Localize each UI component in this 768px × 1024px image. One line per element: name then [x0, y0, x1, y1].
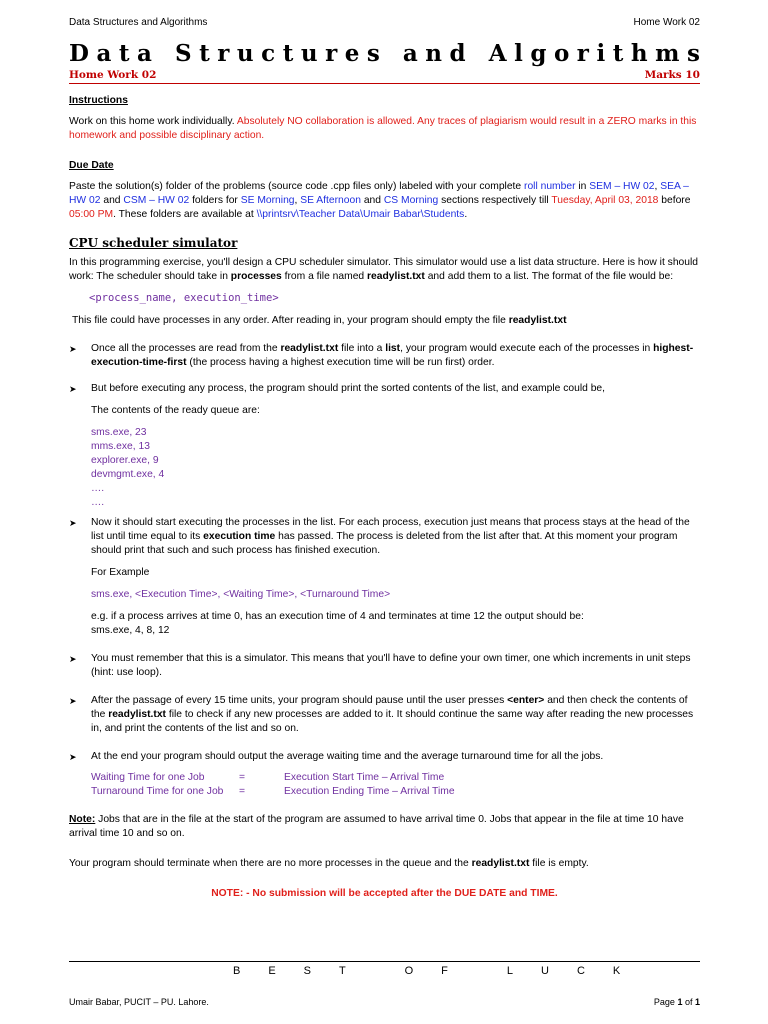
- title-rule: [69, 83, 700, 84]
- queue-item: mms.exe, 13: [91, 441, 150, 452]
- example-output: sms.exe, 4, 8, 12: [91, 625, 170, 636]
- cpu-scheduler-heading: CPU scheduler simulator: [69, 236, 238, 250]
- queue-item: ….: [91, 483, 105, 494]
- bullet-pause-enter: ➤ After the passage of every 15 time units, your program should pause until the user presses <enter> and then check the contents of the readylist.txt file to check if any new processes are added to it. It should continue the same way after reading the new processes in, and print the contents of the list and so on.: [69, 694, 700, 736]
- title-letter: [473, 40, 481, 67]
- formula-block: [69, 771, 700, 799]
- title-letter: a: [402, 40, 418, 67]
- bullet-average-times: ➤ At the end your program should output the average waiting time and the average turnaround time for all the jobs.: [69, 750, 700, 764]
- due-date-heading: Due Date: [69, 160, 114, 171]
- arrival-note: Note: Jobs that are in the file at the start of the program are assumed to have arrival time 0. Jobs that appear in the file at time 10 have arrival time 10 and so on.: [69, 814, 684, 839]
- example-explanation: e.g. if a process arrives at time 0, has an execution time of 4 and terminates at time 12 the output should be:: [91, 611, 584, 622]
- title-letter: o: [553, 40, 570, 67]
- title-letter: m: [655, 40, 680, 67]
- title-letter: [387, 40, 395, 67]
- file-format: <process_name, execution_time>: [89, 292, 279, 304]
- title-letter: d: [449, 40, 466, 67]
- folder-path: \\printsrv\Teacher Data\Umair Babar\Students: [256, 209, 465, 220]
- title-letter: [159, 40, 167, 67]
- queue-item: sms.exe, 23: [91, 427, 147, 438]
- instructions-heading: Instructions: [69, 95, 128, 106]
- bullet-execute-order: ➤ Once all the processes are read from the readylist.txt file into a list, your program would execute each of the processes in highest-execution-time-first (the process having a highest execution time will be run first) order.: [69, 342, 700, 370]
- formula-waiting: Waiting Time for one Job = Execution Start Time – Arrival Time: [91, 772, 445, 783]
- title-letter: t: [199, 40, 210, 67]
- title-letter: t: [282, 40, 294, 67]
- title-letter: u: [300, 40, 318, 67]
- footer-rule: [69, 961, 700, 962]
- queue-item: explorer.exe, 9: [91, 455, 159, 466]
- running-header-right: Home Work 02: [633, 17, 700, 28]
- title-letter: i: [596, 40, 606, 67]
- title-letter: D: [69, 40, 89, 67]
- cpu-intro: In this programming exercise, you'll design a CPU scheduler simulator. This simulator would use a list data structure. Here is how it should work: The scheduler should take in processes from a file named readylist.txt and add them to a list. The format of the file would be:: [69, 257, 699, 282]
- page-number: Page 1 of 1: [653, 997, 700, 1007]
- title-letter: h: [630, 40, 648, 67]
- example-label: For Example: [91, 567, 150, 578]
- title-letter: r: [325, 40, 338, 67]
- bullet-print-sorted: ➤ But before executing any process, the program should print the sorted contents of the list, and example could be,: [69, 382, 700, 396]
- bullet-start-executing: ➤ Now it should start executing the processes in the list. For each process, execution just means that process stays at the head of the list until time equal to its execution time has passed. The process is deleted from the list after that. At this moment your program should print that such and such process has finished execution.: [69, 516, 700, 558]
- title-letter: r: [576, 40, 589, 67]
- ready-queue-label: The contents of the ready queue are:: [91, 405, 260, 416]
- title-letter: S: [174, 40, 192, 67]
- title-letter: a: [137, 40, 152, 67]
- running-header-left: Data Structures and Algorithms: [69, 17, 208, 28]
- title-letter: a: [96, 40, 112, 67]
- termination-text: Your program should terminate when there are no more processes in the queue and the readylist.txt file is empty.: [69, 858, 589, 869]
- title-letter: r: [217, 40, 230, 67]
- title-letter: l: [514, 40, 523, 67]
- subheader: [69, 69, 700, 81]
- title-letter: t: [612, 40, 624, 67]
- title-letter: g: [530, 40, 547, 67]
- bullet-simulator-timer: ➤ You must remember that this is a simulator. This means that you'll have to define your own timer, one which increments in unit steps (hint: use loop).: [69, 652, 700, 680]
- title-letter: s: [366, 40, 380, 67]
- homework-label: Home Work 02: [69, 69, 157, 81]
- queue-item: ….: [91, 497, 105, 508]
- document-body: [69, 94, 700, 901]
- final-deadline-note: NOTE: - No submission will be accepted after the DUE DATE and TIME.: [211, 888, 558, 899]
- due-date-text: Paste the solution(s) folder of the problems (source code .cpp files only) labeled with your complete roll number in SEM – HW 02, SEA – HW 02 and CSM – HW 02 folders for SE Morning, SE Afternoon and CS Morning sections respectively till Tuesday, April 03, 2018 before 05:00 PM. These folders are available at \\printsrv\Teacher Data\Umair Babar\Students.: [69, 181, 691, 220]
- title-letter: e: [344, 40, 360, 67]
- footer-author: Umair Babar, PUCIT – PU. Lahore.: [69, 997, 209, 1007]
- document-title: [69, 40, 700, 67]
- title-letter: t: [118, 40, 130, 67]
- best-of-luck: BEST OF LUCK: [233, 965, 649, 977]
- instructions-text: Work on this home work individually. Absolutely NO collaboration is allowed. Any traces of plagiarism would result in a ZERO marks in this homework and possible disciplinary action.: [69, 116, 697, 141]
- ready-queue-list: [69, 426, 700, 510]
- example-format: sms.exe, <Execution Time>, <Waiting Time>, <Turnaround Time>: [91, 589, 391, 600]
- marks-label: Marks 10: [644, 69, 700, 81]
- title-letter: u: [236, 40, 254, 67]
- title-letter: c: [261, 40, 276, 67]
- any-order-text: This file could have processes in any order. After reading in, your program should empty the file readylist.txt: [72, 315, 567, 326]
- title-letter: n: [425, 40, 443, 67]
- queue-item: devmgmt.exe, 4: [91, 469, 165, 480]
- title-letter: A: [488, 40, 507, 67]
- formula-turnaround: Turnaround Time for one Job = Execution Ending Time – Arrival Time: [91, 786, 455, 797]
- title-letter: s: [686, 40, 700, 67]
